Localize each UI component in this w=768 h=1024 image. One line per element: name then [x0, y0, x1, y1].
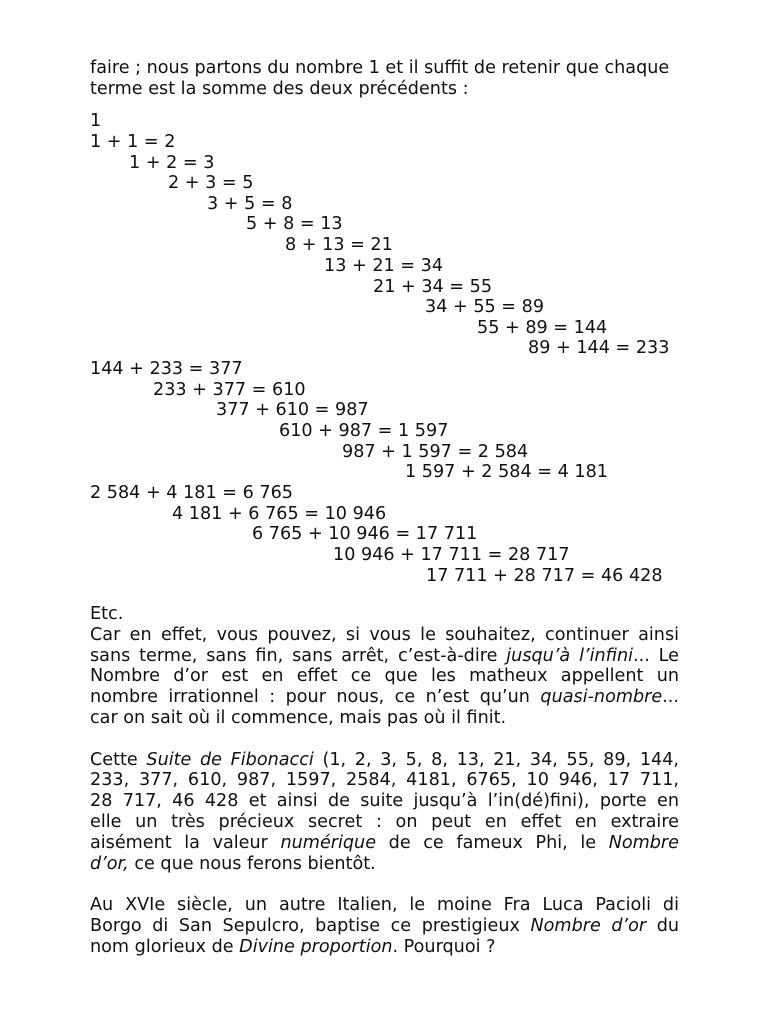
emphasis: jusqu’à l’infini	[506, 645, 634, 666]
emphasis: Suite de Fibonacci	[146, 749, 314, 770]
paragraph-pacioli	[90, 895, 679, 957]
text-line: car on sait où il commence, mais pas où il finit.	[90, 707, 507, 728]
etc-text: Etc.	[90, 604, 124, 624]
text-run: nom glorieux de	[90, 936, 240, 957]
sequence-step: 3 + 5 = 8	[207, 194, 293, 214]
sequence-start: 1	[90, 111, 102, 131]
text-line	[90, 854, 679, 875]
sequence-step: 13 + 21 = 34	[324, 256, 444, 276]
text-run: ...	[662, 687, 679, 708]
text-line: Car en effet, vous pouvez, si vous le souhaitez, continuer ainsi	[90, 624, 679, 645]
text-line	[90, 646, 679, 667]
text-line	[90, 937, 679, 958]
text-run: ce que nous ferons bientôt.	[128, 853, 376, 874]
intro-line: faire ; nous partons du nombre 1 et il suffit de retenir que chaque	[90, 58, 670, 78]
text-line	[90, 833, 679, 854]
text-line: elle un très précieux secret : on peut en effet en extraire	[90, 811, 679, 832]
text-line: 28 717, 46 428 et ainsi de suite jusqu’à l’in(dé)fini), porte en	[90, 791, 679, 812]
sequence-step: 34 + 55 = 89	[425, 297, 545, 317]
emphasis: d’or,	[90, 853, 129, 874]
text-run: ... Le	[633, 645, 680, 666]
sequence-step: 2 584 + 4 181 = 6 765	[90, 483, 293, 503]
text-line	[90, 916, 679, 937]
emphasis: Nombre	[608, 832, 679, 853]
text-run: nombre irrationnel : pour nous, ce n’est qu’un	[90, 687, 541, 708]
emphasis: numérique	[280, 832, 377, 853]
text-run: . Pourquoi ?	[392, 936, 496, 957]
text-line: 233, 377, 610, 987, 1597, 2584, 4181, 6765, 10 946, 17 711,	[90, 770, 679, 791]
sequence-step: 987 + 1 597 = 2 584	[342, 442, 529, 462]
text-run: sans terme, sans fin, sans arrêt, c’est-à-dire	[90, 645, 507, 666]
text-run: de ce fameux Phi, le	[376, 832, 609, 853]
body-text	[90, 604, 679, 978]
sequence-step: 610 + 987 = 1 597	[279, 421, 449, 441]
sequence-step: 5 + 8 = 13	[246, 214, 343, 234]
sequence-step: 1 597 + 2 584 = 4 181	[405, 462, 608, 482]
intro-line: terme est la somme des deux précédents :	[90, 79, 469, 99]
text-line	[90, 750, 679, 771]
emphasis: Divine proportion	[239, 936, 393, 957]
sequence-step: 6 765 + 10 946 = 17 711	[252, 524, 478, 544]
sequence-step: 55 + 89 = 144	[477, 318, 608, 338]
sequence-step: 8 + 13 = 21	[285, 235, 393, 255]
sequence-step: 144 + 233 = 377	[90, 359, 243, 379]
text-run: Borgo di San Sepulcro, baptise ce prestigieux	[90, 915, 531, 936]
sequence-step: 10 946 + 17 711 = 28 717	[333, 545, 570, 565]
paragraph-infinite	[90, 625, 679, 729]
sequence-step: 17 711 + 28 717 = 46 428	[426, 566, 663, 586]
text-line	[90, 687, 679, 708]
sequence-step: 4 181 + 6 765 = 10 946	[172, 504, 387, 524]
text-line: Nombre d’or est en effet ce que les matheux appellent un	[90, 666, 679, 687]
text-run: (1, 2, 3, 5, 8, 13, 21, 34, 55, 89, 144,	[313, 749, 680, 770]
emphasis: Nombre d’or	[530, 915, 647, 936]
sequence-step: 1 + 1 = 2	[90, 132, 176, 152]
sequence-step: 21 + 34 = 55	[373, 277, 493, 297]
sequence-step: 89 + 144 = 233	[528, 338, 670, 358]
text-line: Au XVIe siècle, un autre Italien, le moine Fra Luca Pacioli di	[90, 895, 679, 916]
text-run: du	[646, 915, 680, 936]
sequence-step: 1 + 2 = 3	[129, 153, 215, 173]
sequence-step: 377 + 610 = 987	[216, 400, 369, 420]
text-run: aisément la valeur	[90, 832, 281, 853]
paragraph-fibonacci	[90, 750, 679, 875]
emphasis: quasi-nombre	[540, 687, 663, 708]
sequence-step: 233 + 377 = 610	[153, 380, 306, 400]
sequence-step: 2 + 3 = 5	[168, 173, 254, 193]
etc-line	[90, 604, 679, 625]
text-run: Cette	[90, 749, 147, 770]
